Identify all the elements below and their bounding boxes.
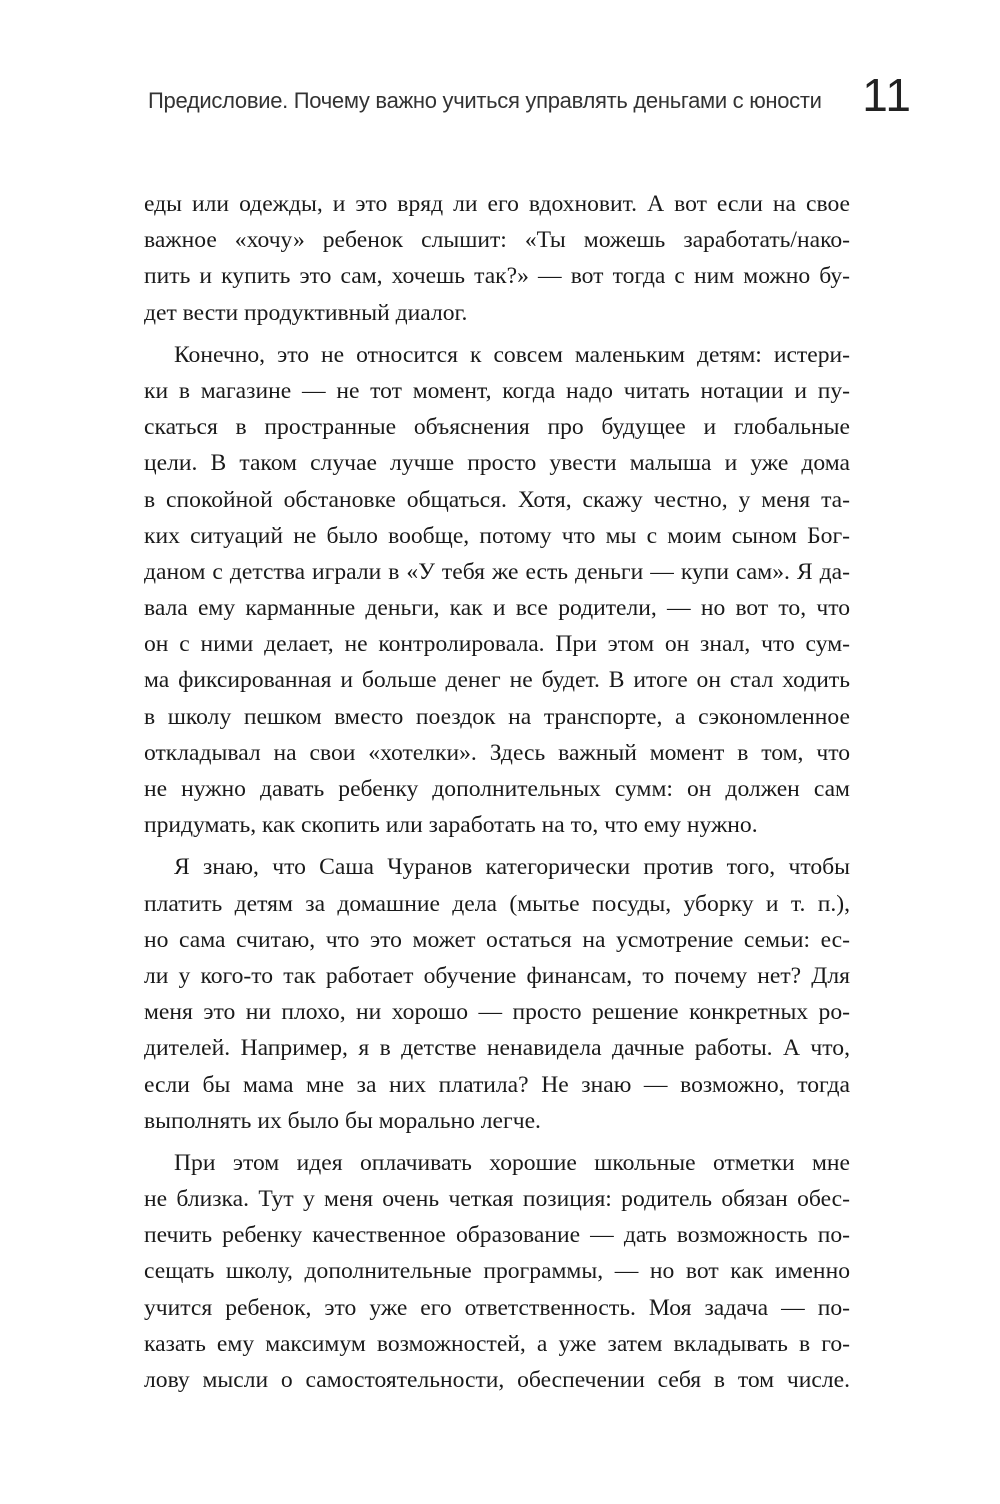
- text-line: если бы мама мне за них платила? Не знаю — возможно, тогда: [144, 1071, 850, 1098]
- text-line: еды или одежды, и это вряд ли его вдохновит. А вот если на свое: [144, 191, 850, 217]
- text-line: При этом идея оплачивать хорошие школьные отметки мне: [174, 1149, 850, 1176]
- text-line: скаться в пространные объяснения про будущее и глобальные: [144, 414, 850, 441]
- text-line: выполнять их было бы морально легче.: [144, 1107, 541, 1134]
- text-line: не нужно давать ребенку дополнительных сумм: он должен сам: [144, 776, 850, 802]
- text-line: не близка. Тут у меня очень четкая позиция: родитель обязан обес-: [144, 1186, 850, 1213]
- text-line: лову мысли о самостоятельности, обеспечении себя в том числе.: [144, 1367, 850, 1393]
- text-line: вала ему карманные деньги, как и все родители, — но вот то, что: [144, 595, 850, 622]
- text-line: цели. В таком случае лучше просто увести малыша и уже дома: [144, 450, 850, 477]
- body-text: [144, 186, 850, 1404]
- text-line: в спокойной обстановке общаться. Хотя, скажу честно, у меня та-: [144, 486, 850, 513]
- text-line: Конечно, это не относится к совсем маленьким детям: истери-: [174, 341, 850, 368]
- text-line: пить и купить это сам, хочешь так?» — вот тогда с ним можно бу-: [144, 263, 850, 290]
- text-line: откладывал на свои «хотелки». Здесь важный момент в том, что: [144, 739, 850, 766]
- text-line: ких ситуаций не было вообще, потому что мы с моим сыном Бог-: [144, 522, 850, 549]
- page-number: 11: [862, 69, 912, 121]
- text-line: важное «хочу» ребенок слышит: «Ты можешь заработать/нако-: [144, 227, 850, 254]
- running-head: Предисловие. Почему важно учиться управлять деньгами с юности: [148, 88, 822, 113]
- text-line: в школу пешком вместо поездок на транспорте, а сэкономленное: [144, 703, 850, 730]
- text-line: ма фиксированная и больше денег не будет. В итоге он стал ходить: [144, 667, 850, 694]
- text-line: меня это ни плохо, ни хорошо — просто решение конкретных ро-: [144, 999, 850, 1026]
- text-line: учится ребенок, это уже его ответственность. Моя задача — по-: [144, 1294, 850, 1321]
- text-line: дителей. Например, я в детстве ненавидела дачные работы. А что,: [144, 1035, 850, 1062]
- text-line: но сама считаю, что это может остаться на усмотрение семьи: ес-: [144, 926, 850, 953]
- text-line: платить детям за домашние дела (мытье посуды, уборку и т. п.),: [144, 890, 850, 917]
- text-line: ли у кого-то так работает обучение финансам, то почему нет? Для: [144, 962, 850, 989]
- text-line: казать ему максимум возможностей, а уже затем вкладывать в го-: [144, 1330, 850, 1357]
- text-line: придумать, как скопить или заработать на то, что ему нужно.: [144, 812, 758, 839]
- text-line: Я знаю, что Саша Чуранов категорически против того, чтобы: [174, 854, 850, 881]
- paragraph-1: [144, 186, 850, 331]
- text-line: сещать школу, дополнительные программы, — но вот как именно: [144, 1258, 850, 1285]
- paragraph-3: [144, 849, 850, 1139]
- text-line: дет вести продуктивный диалог.: [144, 299, 468, 326]
- text-line: он с ними делает, не контролировала. При этом он знал, что сум-: [144, 631, 850, 658]
- paragraph-4: [144, 1145, 850, 1398]
- paragraph-2: [144, 337, 850, 844]
- text-line: печить ребенку качественное образование — дать возможность по-: [144, 1222, 850, 1249]
- text-line: ки в магазине — не тот момент, когда надо читать нотации и пу-: [144, 377, 850, 404]
- text-line: даном с детства играли в «У тебя же есть деньги — купи сам». Я да-: [144, 558, 850, 585]
